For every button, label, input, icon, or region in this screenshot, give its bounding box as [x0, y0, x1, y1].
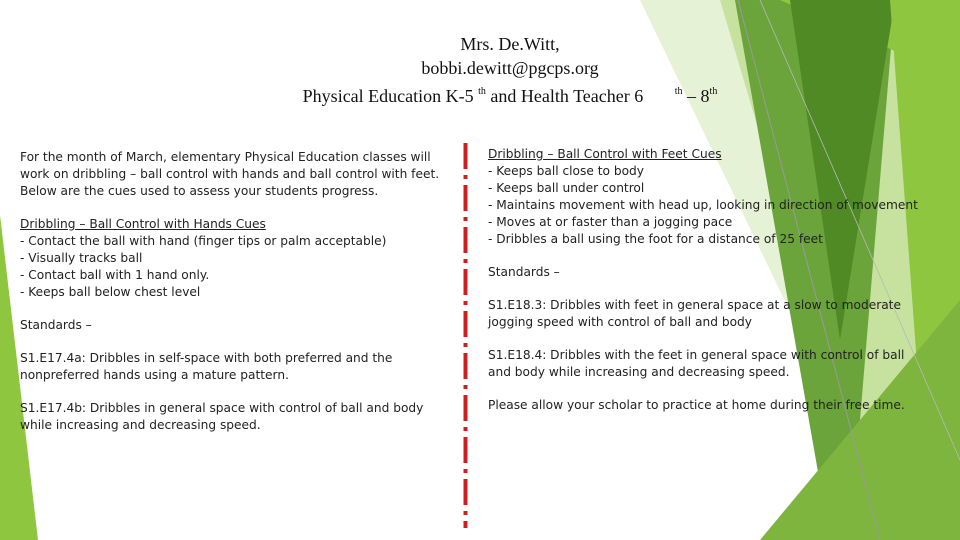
teacher-role [250, 80, 770, 108]
teacher-name: Mrs. De.Witt, [460, 34, 560, 54]
role-dash: – 8 [687, 86, 710, 106]
hand-cue: - Contact ball with 1 hand only. [20, 268, 210, 282]
standard-s1e18-3: S1.E18.3: Dribbles with feet in general space at a slow to moderate jogging speed with control of ball and body [488, 298, 901, 329]
feet-cue: - Keeps ball under control [488, 181, 645, 195]
role-prefix: Physical Education K-5 [302, 86, 474, 106]
feet-cue: - Maintains movement with head up, looking in direction of movement [488, 198, 918, 212]
standard-s1e17-4b: S1.E17.4b: Dribbles in general space with control of ball and body while increasing and decreasing speed. [20, 401, 424, 432]
feet-cue: - Keeps ball close to body [488, 164, 644, 178]
left-column [20, 149, 450, 434]
standard-s1e17-4a: S1.E17.4a: Dribbles in self-space with both preferred and the nonpreferred hands using a mature pattern. [20, 351, 393, 382]
role-middle: and Health Teacher 6 [490, 86, 644, 106]
hand-cue: - Contact the ball with hand (finger tips or palm acceptable) [20, 234, 387, 248]
intro-text: For the month of March, elementary Physical Education classes will work on dribbling – ball control with hands and ball control with feet. Below are the cues used to assess your students progress. [20, 150, 440, 198]
header [250, 32, 770, 108]
right-column [488, 146, 928, 414]
standards-label: Standards – [20, 318, 92, 332]
role-sup-2: th [674, 86, 683, 97]
feet-cue: - Moves at or faster than a jogging pace [488, 215, 733, 229]
standard-s1e18-4: S1.E18.4: Dribbles with the feet in general space with control of ball and body while increasing and decreasing speed. [488, 348, 905, 379]
role-sup-3: th [709, 86, 718, 97]
hand-cue: - Keeps ball below chest level [20, 285, 201, 299]
role-sup-1: th [478, 86, 486, 97]
standards-label: Standards – [488, 265, 560, 279]
feet-cues-title: Dribbling – Ball Control with Feet Cues [488, 147, 722, 161]
hand-cues-title: Dribbling – Ball Control with Hands Cues [20, 217, 266, 231]
feet-cue: - Dribbles a ball using the foot for a distance of 25 feet [488, 232, 823, 246]
teacher-email[interactable]: bobbi.dewitt@pgcps.org [421, 58, 599, 78]
closing-note: Please allow your scholar to practice at home during their free time. [488, 398, 905, 412]
hand-cue: - Visually tracks ball [20, 251, 143, 265]
dashed-divider [462, 143, 469, 528]
